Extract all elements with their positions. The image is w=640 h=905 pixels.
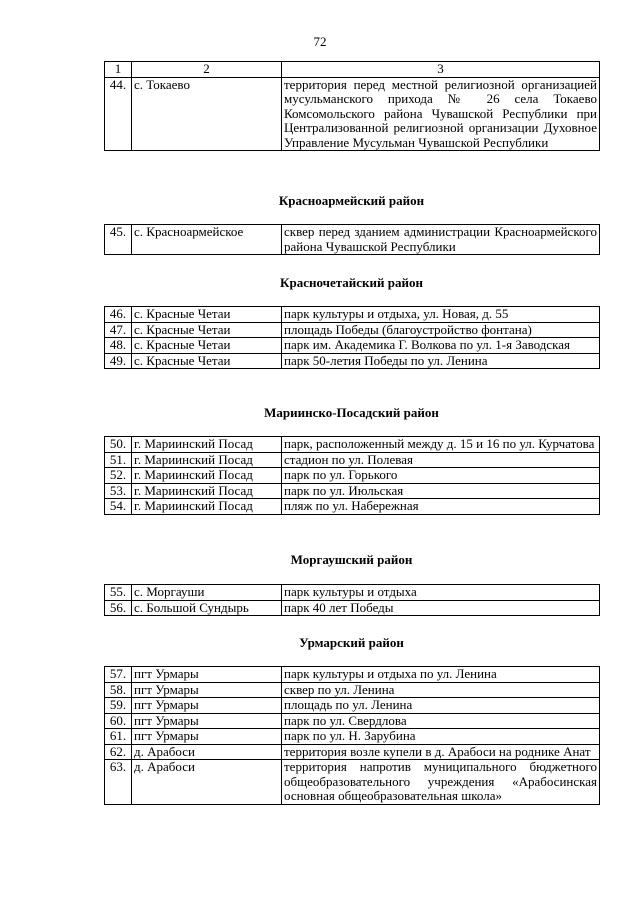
row-place: г. Мариинский Посад	[132, 483, 282, 499]
row-description: парк, расположенный между д. 15 и 16 по ул. Курчатова	[282, 437, 600, 453]
row-place: с. Моргауши	[132, 585, 282, 601]
table-row	[105, 307, 600, 323]
row-place: с. Красные Четаи	[132, 338, 282, 354]
row-place: д. Арабоси	[132, 744, 282, 760]
table-header-row	[105, 62, 600, 78]
table-row	[105, 322, 600, 338]
row-description: пляж по ул. Набережная	[282, 499, 600, 515]
row-number: 53.	[105, 483, 132, 499]
table-row	[105, 682, 600, 698]
section-title-krasnoarmeysky: Красноармейский район	[278, 193, 425, 208]
row-description: парк культуры и отдыха по ул. Ленина	[282, 667, 600, 683]
row-place: с. Токаево	[132, 77, 282, 151]
row-description: парк по ул. Н. Зарубина	[282, 729, 600, 745]
table-row	[105, 667, 600, 683]
row-place: г. Мариинский Посад	[132, 437, 282, 453]
row-description: территория перед местной религиозной организацией мусульманского прихода № 26 села Токаево Комсомольского района Чувашской Республики при Централизованной религиозной организации Духовное Управление Мусульман Чувашской Республики	[282, 77, 600, 151]
row-number: 48.	[105, 338, 132, 354]
row-description: сквер по ул. Ленина	[282, 682, 600, 698]
row-description: площадь Победы (благоустройство фонтана)	[282, 322, 600, 338]
table-row	[105, 729, 600, 745]
row-number: 59.	[105, 698, 132, 714]
page-number: 72	[313, 34, 327, 49]
table-block-urmarsky	[104, 666, 600, 805]
table-row	[105, 744, 600, 760]
table-block-tokaevo	[104, 61, 600, 151]
row-number: 52.	[105, 468, 132, 484]
row-place: пгт Урмары	[132, 713, 282, 729]
row-description: парк культуры и отдыха	[282, 585, 600, 601]
table-row	[105, 225, 600, 255]
row-number: 51.	[105, 452, 132, 468]
table-row	[105, 499, 600, 515]
section-title-mariinsko-posadsky: Мариинско-Посадский район	[264, 405, 439, 420]
table-row	[105, 760, 600, 805]
row-number: 49.	[105, 353, 132, 369]
row-place: пгт Урмары	[132, 729, 282, 745]
row-description: территория возле купели в д. Арабоси на роднике Анат	[282, 744, 600, 760]
section-title-urmarsky: Урмарский район	[299, 635, 404, 650]
table-block-krasnochetaysky	[104, 306, 600, 369]
row-place: с. Красные Четаи	[132, 353, 282, 369]
table-row	[105, 713, 600, 729]
table-row	[105, 600, 600, 616]
row-number: 45.	[105, 225, 132, 255]
row-place: с. Красные Четаи	[132, 322, 282, 338]
row-description: стадион по ул. Полевая	[282, 452, 600, 468]
table-row	[105, 338, 600, 354]
row-description: парк по ул. Свердлова	[282, 713, 600, 729]
row-description: парк 50-летия Победы по ул. Ленина	[282, 353, 600, 369]
row-description: парк 40 лет Победы	[282, 600, 600, 616]
row-number: 62.	[105, 744, 132, 760]
row-number: 58.	[105, 682, 132, 698]
section-title-krasnochetaysky: Красночетайский район	[280, 275, 423, 290]
row-place: с. Большой Сундырь	[132, 600, 282, 616]
table-row	[105, 77, 600, 151]
header-col-2: 2	[132, 62, 282, 78]
row-number: 57.	[105, 667, 132, 683]
row-number: 60.	[105, 713, 132, 729]
row-place: с. Красноармейское	[132, 225, 282, 255]
table-block-mariinsko-posadsky	[104, 436, 600, 515]
row-number: 55.	[105, 585, 132, 601]
row-place: пгт Урмары	[132, 667, 282, 683]
table-row	[105, 452, 600, 468]
row-place: д. Арабоси	[132, 760, 282, 805]
row-number: 54.	[105, 499, 132, 515]
row-description: площадь по ул. Ленина	[282, 698, 600, 714]
row-place: пгт Урмары	[132, 682, 282, 698]
row-description: территория напротив муниципального бюджетного общеобразовательного учреждения «Арабосинская основная общеобразовательная школа»	[282, 760, 600, 805]
table-block-morgaushsky	[104, 584, 600, 616]
row-place: пгт Урмары	[132, 698, 282, 714]
row-description: парк по ул. Июльская	[282, 483, 600, 499]
table-block-krasnoarmeysky	[104, 224, 600, 255]
table-row	[105, 483, 600, 499]
row-number: 50.	[105, 437, 132, 453]
row-number: 61.	[105, 729, 132, 745]
row-number: 63.	[105, 760, 132, 805]
header-col-1: 1	[105, 62, 132, 78]
row-place: г. Мариинский Посад	[132, 499, 282, 515]
table-row	[105, 437, 600, 453]
row-description: парк им. Академика Г. Волкова по ул. 1-я Заводская	[282, 338, 600, 354]
table-row	[105, 353, 600, 369]
header-col-3: 3	[282, 62, 600, 78]
row-description: парк по ул. Горького	[282, 468, 600, 484]
section-title-morgaushsky: Моргаушский район	[290, 552, 413, 567]
row-place: с. Красные Четаи	[132, 307, 282, 323]
row-place: г. Мариинский Посад	[132, 468, 282, 484]
row-description: сквер перед зданием администрации Красноармейского района Чувашской Республики	[282, 225, 600, 255]
row-number: 46.	[105, 307, 132, 323]
row-number: 44.	[105, 77, 132, 151]
row-place: г. Мариинский Посад	[132, 452, 282, 468]
row-number: 47.	[105, 322, 132, 338]
table-row	[105, 468, 600, 484]
table-row	[105, 585, 600, 601]
table-row	[105, 698, 600, 714]
row-description: парк культуры и отдыха, ул. Новая, д. 55	[282, 307, 600, 323]
row-number: 56.	[105, 600, 132, 616]
